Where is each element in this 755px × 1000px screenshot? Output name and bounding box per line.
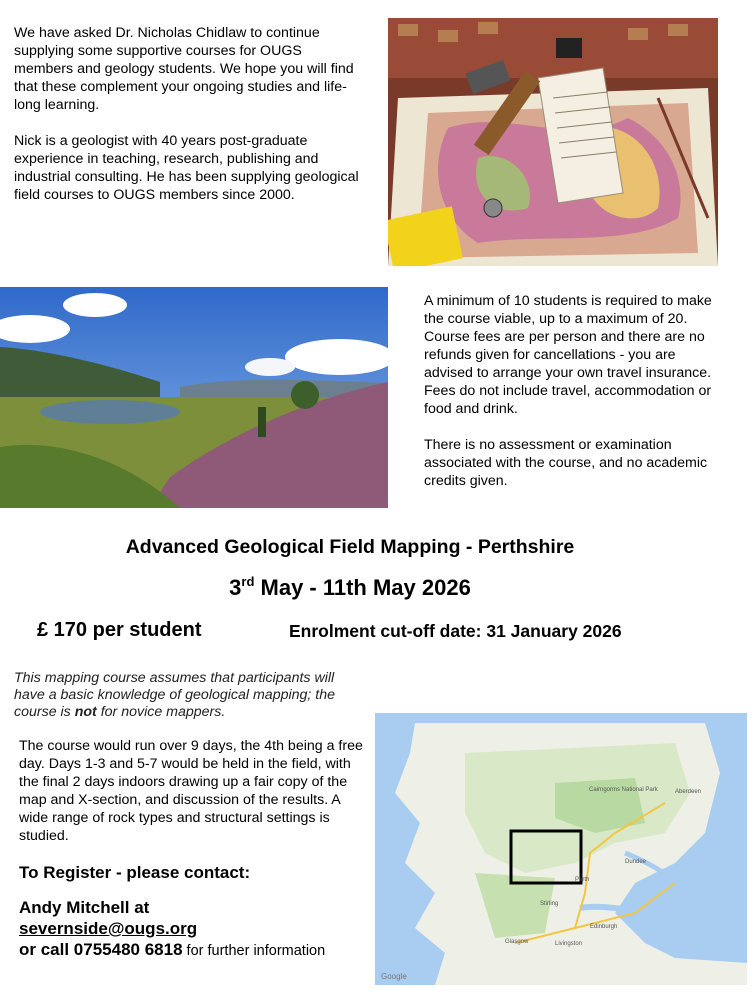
course-dates xyxy=(0,574,700,601)
map-label-perth: Perth xyxy=(575,877,590,883)
contact-email-link[interactable]: severnside@ougs.org xyxy=(19,919,198,938)
date-rest: May - 11th May 2026 xyxy=(254,575,471,600)
course-price: £ 170 per student xyxy=(37,619,202,641)
map-label-livingston: Livingston xyxy=(555,941,583,947)
note-text-before: This mapping course assumes that participants will have a basic knowledge of geological mapping; the course is xyxy=(14,670,336,720)
note-emphasis: not xyxy=(74,704,97,720)
contact-phone-suffix: for further information xyxy=(182,943,326,959)
note-text-after: for novice mappers. xyxy=(96,704,226,720)
landscape-photo xyxy=(0,287,388,508)
intro-paragraph-2: Nick is a geologist with 40 years post-graduate experience in teaching, research, publishing and industrial consulting. He has been supplying geological field courses to OUGS members since 2000. xyxy=(14,133,359,203)
intro-text xyxy=(14,24,359,204)
register-heading: To Register - please contact: xyxy=(19,863,251,882)
course-title: Advanced Geological Field Mapping - Perthshire xyxy=(125,536,575,558)
contact-block xyxy=(19,897,359,962)
field-tools-photo xyxy=(388,18,718,266)
contact-phone: or call 0755480 6818 xyxy=(19,940,183,959)
map-label-edinburgh: Edinburgh xyxy=(590,924,618,930)
map-label-glasgow: Glasgow xyxy=(505,939,529,945)
map-label-cairngorms: Cairngorms National Park xyxy=(589,787,658,793)
date-suffix: rd xyxy=(241,574,255,589)
date-day: 3 xyxy=(229,575,242,600)
map-label-dundee: Dundee xyxy=(625,859,647,865)
map-label-stirling: Stirling xyxy=(540,901,559,907)
prerequisite-note xyxy=(14,670,364,721)
terms-paragraph-1: A minimum of 10 students is required to make the course viable, up to a maximum of 20. Course fees are per person and there are no refunds given for cancellations - you are advised to arrange your own travel insurance. Fees do not include travel, accommodation or food and drink. xyxy=(424,293,712,417)
map-attribution: Google xyxy=(381,972,407,981)
location-map xyxy=(375,713,747,985)
intro-paragraph-1: We have asked Dr. Nicholas Chidlaw to continue supplying some supportive courses for OUGS members and geology students. We hope you will find that these complement your ongoing studies and life-long learning. xyxy=(14,25,354,113)
terms-text xyxy=(424,292,724,490)
course-description: The course would run over 9 days, the 4th being a free day. Days 1-3 and 5-7 would be held in the field, with the final 2 days indoors drawing up a fair copy of the map and X-section, and discussion of the results. A wide range of rock types and structural settings is studied. xyxy=(19,738,363,844)
terms-paragraph-2: There is no assessment or examination associated with the course, and no academic credits given. xyxy=(424,437,708,489)
map-label-aberdeen: Aberdeen xyxy=(675,789,702,795)
contact-name: Andy Mitchell at xyxy=(19,898,150,917)
enrolment-cutoff: Enrolment cut-off date: 31 January 2026 xyxy=(289,621,622,641)
